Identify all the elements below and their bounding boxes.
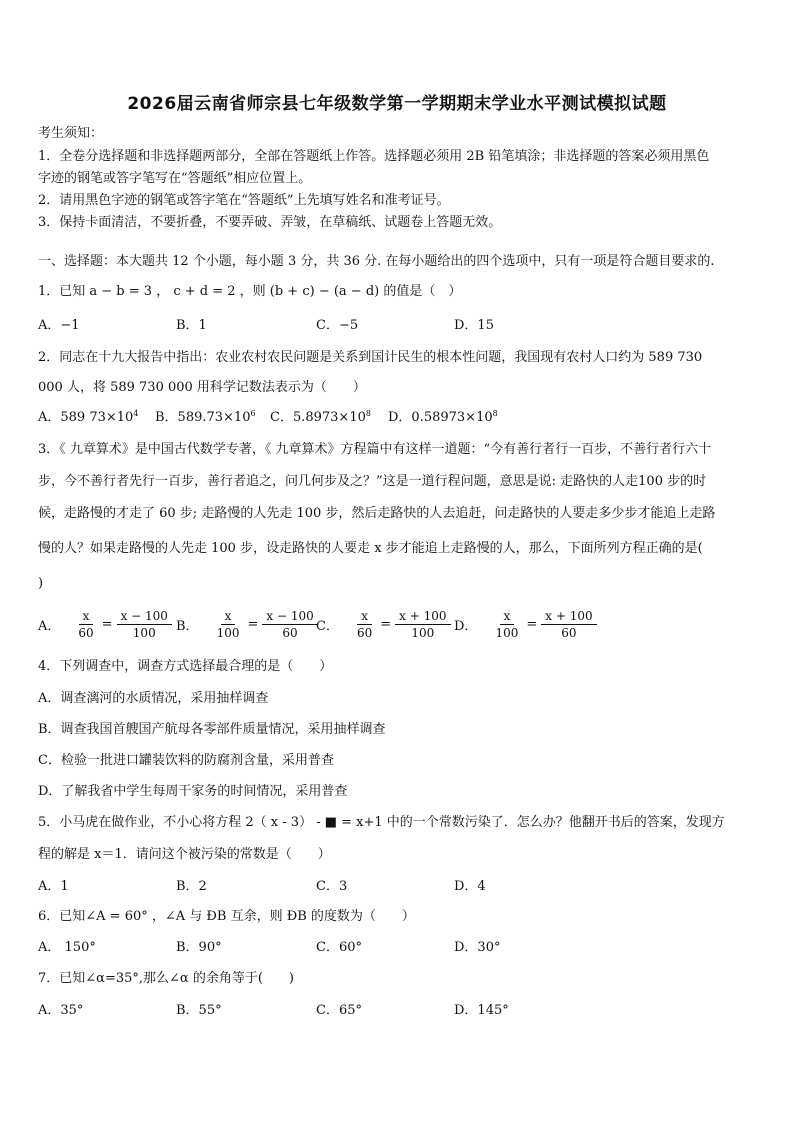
question-2-line-1: 2．同志在十九大报告中指出：农业农村农民问题是关系到国计民生的根本性问题，我国现有农村人口约为 589 730	[38, 350, 703, 365]
q6-option-d[interactable]: D．30°	[454, 940, 501, 955]
option-label: B．	[176, 619, 199, 634]
q4-option-b[interactable]: B．调查我国首艘国产航母各零部件质量情况，采用抽样调查	[38, 722, 386, 737]
question-3-line-4: 慢的人？如果走路慢的人先走 100 步，设走路快的人要走 x 步才能追上走路慢的人，那么，下面所列方程正确的是(	[38, 541, 703, 556]
question-3-line-1: 3．《 九章算术》是中国古代数学专著，《 九章算术》方程篇中有这样一道题：“今有善行者行一百步，不善行者行六十	[38, 442, 712, 457]
q2-option-d[interactable]: D．$0.58973\times 10^8$	[388, 409, 498, 425]
question-5-line-2: 程的解是 x＝1．请问这个被污染的常数是（ ）	[38, 847, 331, 862]
q3-option-a[interactable]	[38, 608, 172, 641]
q4-option-c[interactable]: C．检验一批进口罐装饮料的防腐剂含量，采用普查	[38, 753, 334, 768]
equals-sign: =	[380, 617, 392, 632]
q7-option-d[interactable]: D．145°	[454, 1003, 509, 1018]
question-1-stem: 1．已知 a − b = 3 ， c + d = 2 ，则 (b + c) − (a − d) 的值是（ ）	[38, 284, 462, 299]
fraction-numerator: x − 100	[117, 608, 172, 625]
fraction-numerator: x − 100	[262, 608, 317, 625]
question-3-line-2: 步，今不善行者先行一百步，善行者追之，问几何步及之？”这是一道行程问题，意思是说: 走路快的人走100 步的时	[38, 474, 707, 489]
question-4-stem: 4．下列调查中，调查方式选择最合理的是（ ）	[38, 659, 333, 674]
q3-option-b[interactable]	[176, 608, 318, 641]
fraction-denominator: 60	[561, 626, 577, 640]
question-7-stem: 7．已知∠α=35°,那么∠α 的余角等于( )	[38, 971, 294, 986]
q5-option-c[interactable]: C．3	[316, 879, 348, 894]
fraction-denominator: 100	[411, 626, 435, 640]
question-3-line-3: 候，走路慢的才走了 60 步; 走路慢的人先走 100 步，然后走路快的人去追赶，问走路快的人要走多少步才能追上走路	[38, 506, 716, 521]
fraction-denominator: 100	[216, 626, 240, 640]
fraction-numerator: x	[500, 608, 515, 625]
q7-option-a[interactable]: A．35°	[38, 1003, 84, 1018]
notice-item-1: 1．全卷分选择题和非选择题两部分，全部在答题纸上作答。选择题必须用 2B 铅笔填涂；非选择题的答案必须用黑色	[38, 149, 710, 164]
q6-option-c[interactable]: C．60°	[316, 940, 362, 955]
fraction-denominator: 60	[78, 626, 94, 640]
equals-sign: =	[526, 617, 538, 632]
option-label: D．	[454, 619, 478, 634]
q2-option-c[interactable]: C．$5.8973\times 10^8$	[270, 409, 371, 425]
fraction-numerator: x + 100	[395, 608, 450, 625]
q1-option-c[interactable]: C．−5	[316, 318, 359, 333]
q7-option-b[interactable]: B．55°	[176, 1003, 222, 1018]
section-heading: 一、选择题：本大题共 12 个小题，每小题 3 分，共 36 分. 在每小题给出的四个选项中，只有一项是符合题目要求的.	[38, 254, 715, 269]
fraction-denominator: 60	[282, 626, 298, 640]
q7-option-c[interactable]: C．65°	[316, 1003, 362, 1018]
q4-option-d[interactable]: D．了解我省中学生每周干家务的时间情况，采用普查	[38, 784, 348, 799]
fraction-denominator: 60	[356, 626, 373, 640]
q6-option-a[interactable]: A． 150°	[38, 940, 96, 955]
q5-option-d[interactable]: D．4	[454, 879, 486, 894]
fraction-denominator: 100	[495, 626, 519, 640]
q3-option-c[interactable]	[316, 608, 451, 641]
fraction-denominator: 100	[132, 626, 156, 640]
option-label: A．	[38, 619, 61, 634]
q5-option-a[interactable]: A．1	[38, 879, 69, 894]
question-6-stem: 6．已知∠A = 60° ，∠A 与 ÐB 互余，则 ÐB 的度数为（ ）	[38, 909, 415, 924]
notice-item-3: 3．保持卡面清洁，不要折叠，不要弄破、弄皱，在草稿纸、试题卷上答题无效。	[38, 215, 502, 230]
q6-option-b[interactable]: B．90°	[176, 940, 222, 955]
page-title: 2026届云南省师宗县七年级数学第一学期期末学业水平测试模拟试题	[127, 94, 667, 114]
q1-option-d[interactable]: D．15	[454, 318, 494, 333]
fraction-numerator: x	[79, 608, 94, 625]
q4-option-a[interactable]: A．调查漓河的水质情况，采用抽样调查	[38, 691, 269, 706]
question-2-line-2: 000 人，将 589 730 000 用科学记数法表示为（ ）	[38, 380, 366, 395]
q2-option-a[interactable]: A．589 $73\times 10^4$	[38, 409, 139, 425]
q1-option-a[interactable]: A．−1	[38, 318, 80, 333]
equals-sign: =	[101, 617, 113, 632]
fraction-numerator: x + 100	[541, 608, 596, 625]
q1-option-b[interactable]: B．1	[176, 318, 207, 333]
q3-option-d[interactable]	[454, 608, 597, 641]
equals-sign: =	[247, 617, 259, 632]
notice-item-1-cont: 字迹的钢笔或答字笔写在“答题纸”相应位置上。	[38, 171, 312, 186]
q2-option-b[interactable]: B．$589.73\times 10^6$	[155, 409, 256, 425]
option-label: C．	[316, 619, 339, 634]
q5-option-b[interactable]: B．2	[176, 879, 207, 894]
notice-item-2: 2．请用黑色字迹的钢笔或答字笔在“答题纸”上先填写姓名和准考证号。	[38, 193, 450, 208]
question-5-line-1: 5．小马虎在做作业，不小心将方程 2（ x - 3） - ■ = x+1 中的一个常数污染了．怎么办？他翻开书后的答案，发现方	[38, 815, 725, 830]
question-3-line-5: )	[38, 576, 44, 591]
fraction-numerator: x	[221, 608, 236, 625]
fraction-numerator: x	[357, 608, 372, 625]
notice-heading: 考生须知：	[38, 126, 104, 141]
